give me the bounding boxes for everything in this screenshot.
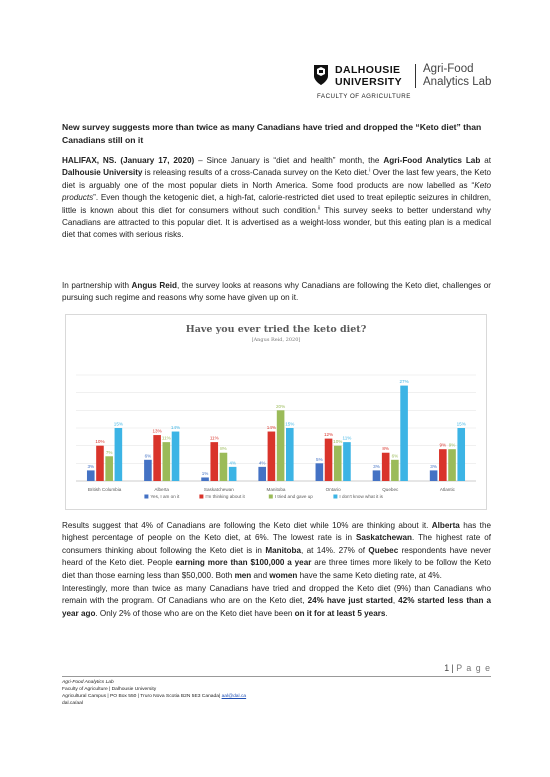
bar <box>201 477 209 481</box>
data-label: 1% <box>201 470 209 476</box>
bar <box>268 432 276 481</box>
bar <box>325 439 333 481</box>
university-name-line1: DALHOUSIE <box>335 64 401 76</box>
data-label: 15% <box>113 421 123 427</box>
bar <box>286 428 294 481</box>
bar <box>210 442 218 481</box>
category-label: Ontario <box>325 487 341 492</box>
category-label: Quebec <box>382 487 399 492</box>
bar <box>391 460 399 481</box>
chart-title: Have you ever tried the keto diet? <box>185 324 367 335</box>
data-label: 4% <box>229 460 236 466</box>
bar <box>153 435 161 481</box>
men-highlight: men <box>234 570 252 580</box>
footer-faculty: Faculty of Agriculture | Dalhousie University <box>62 687 157 692</box>
text: is releasing results of a cross-Canada survey on the Keto diet. <box>142 168 370 178</box>
legend-swatch <box>269 495 273 499</box>
data-label: 3% <box>87 463 95 469</box>
paragraph-dropouts <box>62 583 491 620</box>
text: and <box>251 570 270 580</box>
text: . Only 2% of those who are on the Keto diet have been <box>95 608 295 618</box>
keto-survey-chart <box>65 314 487 510</box>
data-label: 4% <box>258 460 266 466</box>
bar <box>277 410 285 481</box>
category-label: Manitoba <box>266 487 286 492</box>
text: Over the last few years, the Keto diet is arguably one of the most popular diets in North America. Some food products are now labelled as “ <box>62 168 492 190</box>
faculty-name: FACULTY OF AGRICULTURE <box>317 93 411 100</box>
bar <box>457 428 465 481</box>
keto-products-term: Keto products <box>62 180 491 203</box>
quebec-highlight: Quebec <box>368 545 399 555</box>
text: Results suggest that 4% of Canadians are following the Keto diet while 10% are thinking about it. <box>62 521 432 530</box>
data-label: 12% <box>323 432 334 438</box>
data-label: 15% <box>456 421 466 427</box>
page-label: P a g e <box>456 663 491 673</box>
text: are three times more likely to be follow the Keto diet than those earning less than $50,000. Both <box>62 558 492 580</box>
text: , <box>392 596 399 606</box>
bar <box>163 442 171 481</box>
data-label: 9% <box>448 442 456 448</box>
bar <box>343 442 351 481</box>
just-started-highlight: 24% have just started <box>307 596 393 606</box>
legend-label: I tried and gave up <box>274 494 313 499</box>
legend-label: Yes, I am on it <box>150 494 180 499</box>
bar <box>96 446 104 481</box>
text: has the highest percentage of people on the Keto diet, at 6%. The lowest rate is in <box>62 521 491 543</box>
data-label: 3% <box>373 463 380 469</box>
bar <box>316 463 324 481</box>
text: , the survey looks at reasons why Canadians are following the Keto diet, challenges or pursuing such regime and reasons why some have given up on it. <box>62 281 491 303</box>
text: . The highest rate of consumers thinking about following the Keto diet is in <box>62 533 491 555</box>
data-label: 20% <box>275 403 286 409</box>
footer-address <box>62 694 246 699</box>
legend-swatch <box>144 495 148 499</box>
data-label: 6% <box>391 453 399 459</box>
category-label: Atlantic <box>439 487 455 492</box>
bar <box>220 453 228 481</box>
data-label: 14% <box>266 425 277 431</box>
data-label: 6% <box>144 453 152 459</box>
data-label: 14% <box>170 425 181 431</box>
paragraph-results <box>62 520 491 582</box>
bar <box>115 428 123 481</box>
text: respondents have never heard of the Keto diet. People <box>62 545 491 568</box>
text: have the same Keto dieting rate, at 4%. <box>297 570 442 580</box>
text: This survey seeks to better understand why Canadians are attracted to this popular diet. It is advertised as a weight-loss wonder, but this eating plan is a medical diet that comes with serious risks. <box>62 205 491 240</box>
chart-subtitle: [Angus Reid, 2020] <box>251 337 301 343</box>
legend-label: I don't know what it is <box>339 494 383 499</box>
footer-divider <box>62 676 491 677</box>
paragraph-intro <box>62 155 491 242</box>
data-label: 11% <box>161 435 171 441</box>
text: Interestingly, more than twice as many Canadians have tried and dropped the Keto diet (9%) than Canadians who remain with the program. Of Canadians who are on the Keto diet, <box>62 584 491 606</box>
footer-website[interactable]: dal.ca/aal <box>62 701 83 706</box>
text: , at 14%. 27% of <box>300 545 369 555</box>
data-label: 3% <box>430 463 437 469</box>
bar <box>172 432 180 481</box>
text: at <box>480 156 491 165</box>
income-highlight: earning more than $100,000 a year <box>175 558 312 568</box>
university-name: Dalhousie University <box>62 168 143 178</box>
bar <box>382 453 390 481</box>
alberta-highlight: Alberta <box>431 521 460 530</box>
dateline: HALIFAX, NS. (January 17, 2020) <box>62 156 195 165</box>
data-label: 27% <box>399 379 409 385</box>
email-link[interactable]: aal@dal.ca <box>221 694 247 699</box>
address-text: Agricultural Campus | PO Box 550 | Truro Nova Scotia B2N 5E3 Canada| <box>62 694 222 699</box>
bar <box>439 449 447 481</box>
data-label: 10% <box>333 439 343 445</box>
data-label: 15% <box>285 421 295 427</box>
legend-label: I'm thinking about it <box>205 494 245 499</box>
category-label: Alberta <box>154 487 169 492</box>
university-crest-icon <box>313 64 329 86</box>
data-label: 9% <box>439 442 447 448</box>
category-label: British Columbia <box>87 487 122 492</box>
logo-divider <box>415 64 416 88</box>
data-label: 8% <box>382 446 390 452</box>
legend-swatch <box>199 495 203 499</box>
lab-name-line1: Agri-Food <box>423 63 474 75</box>
data-label: 7% <box>105 449 113 455</box>
bar <box>400 386 408 481</box>
data-label: 13% <box>152 428 162 434</box>
lab-name-line2: Analytics Lab <box>423 76 492 88</box>
endnote-ref-2[interactable]: ii <box>318 204 321 211</box>
data-label: 5% <box>316 456 323 462</box>
press-release-title: New survey suggests more than twice as many Canadians have tried and dropped the “Keto diet” than Canadians still on it <box>62 122 482 145</box>
page-number-value: 1 <box>444 663 450 673</box>
bar <box>334 446 342 481</box>
less-than-year-highlight: 42% started less than a year ago <box>62 596 492 618</box>
data-label: 10% <box>95 439 105 445</box>
chart-svg <box>66 315 486 509</box>
data-label: 11% <box>342 435 352 441</box>
bar <box>258 467 266 481</box>
bar <box>144 460 152 481</box>
page-number: 1 | P a g e <box>444 663 491 673</box>
footer-lab-name: Agri-Food Analytics Lab <box>62 680 114 685</box>
five-years-highlight: on it for at least 5 years <box>294 608 386 618</box>
lab-name: Agri-Food Analytics Lab <box>383 156 481 165</box>
manitoba-highlight: Manitoba <box>265 545 301 555</box>
saskatchewan-highlight: Saskatchewan <box>355 533 412 543</box>
legend-swatch <box>333 495 337 499</box>
text: – Since January is “diet and health” month, the <box>194 156 384 165</box>
bar <box>87 470 95 481</box>
bar <box>229 467 237 481</box>
data-label: 8% <box>220 446 227 452</box>
category-label: Saskatchewan <box>203 487 234 492</box>
bar <box>448 449 456 481</box>
text: . <box>385 608 388 618</box>
bar <box>430 470 438 481</box>
bar <box>105 456 113 481</box>
text: ”. Even though the ketogenic diet, a high-fat, calorie-restricted diet used to treat epileptic seizures in children, little is known about this diet for consumers without such condition. <box>62 193 491 215</box>
partner-name: Angus Reid <box>131 281 177 290</box>
women-highlight: women <box>269 570 298 580</box>
header-logo <box>313 64 513 106</box>
university-name-line2: UNIVERSITY <box>335 76 403 88</box>
paragraph-partnership <box>62 280 491 305</box>
bar <box>373 470 381 481</box>
endnote-ref-1[interactable]: i <box>369 167 371 174</box>
data-label: 11% <box>209 435 219 441</box>
text: In partnership with <box>62 281 132 290</box>
